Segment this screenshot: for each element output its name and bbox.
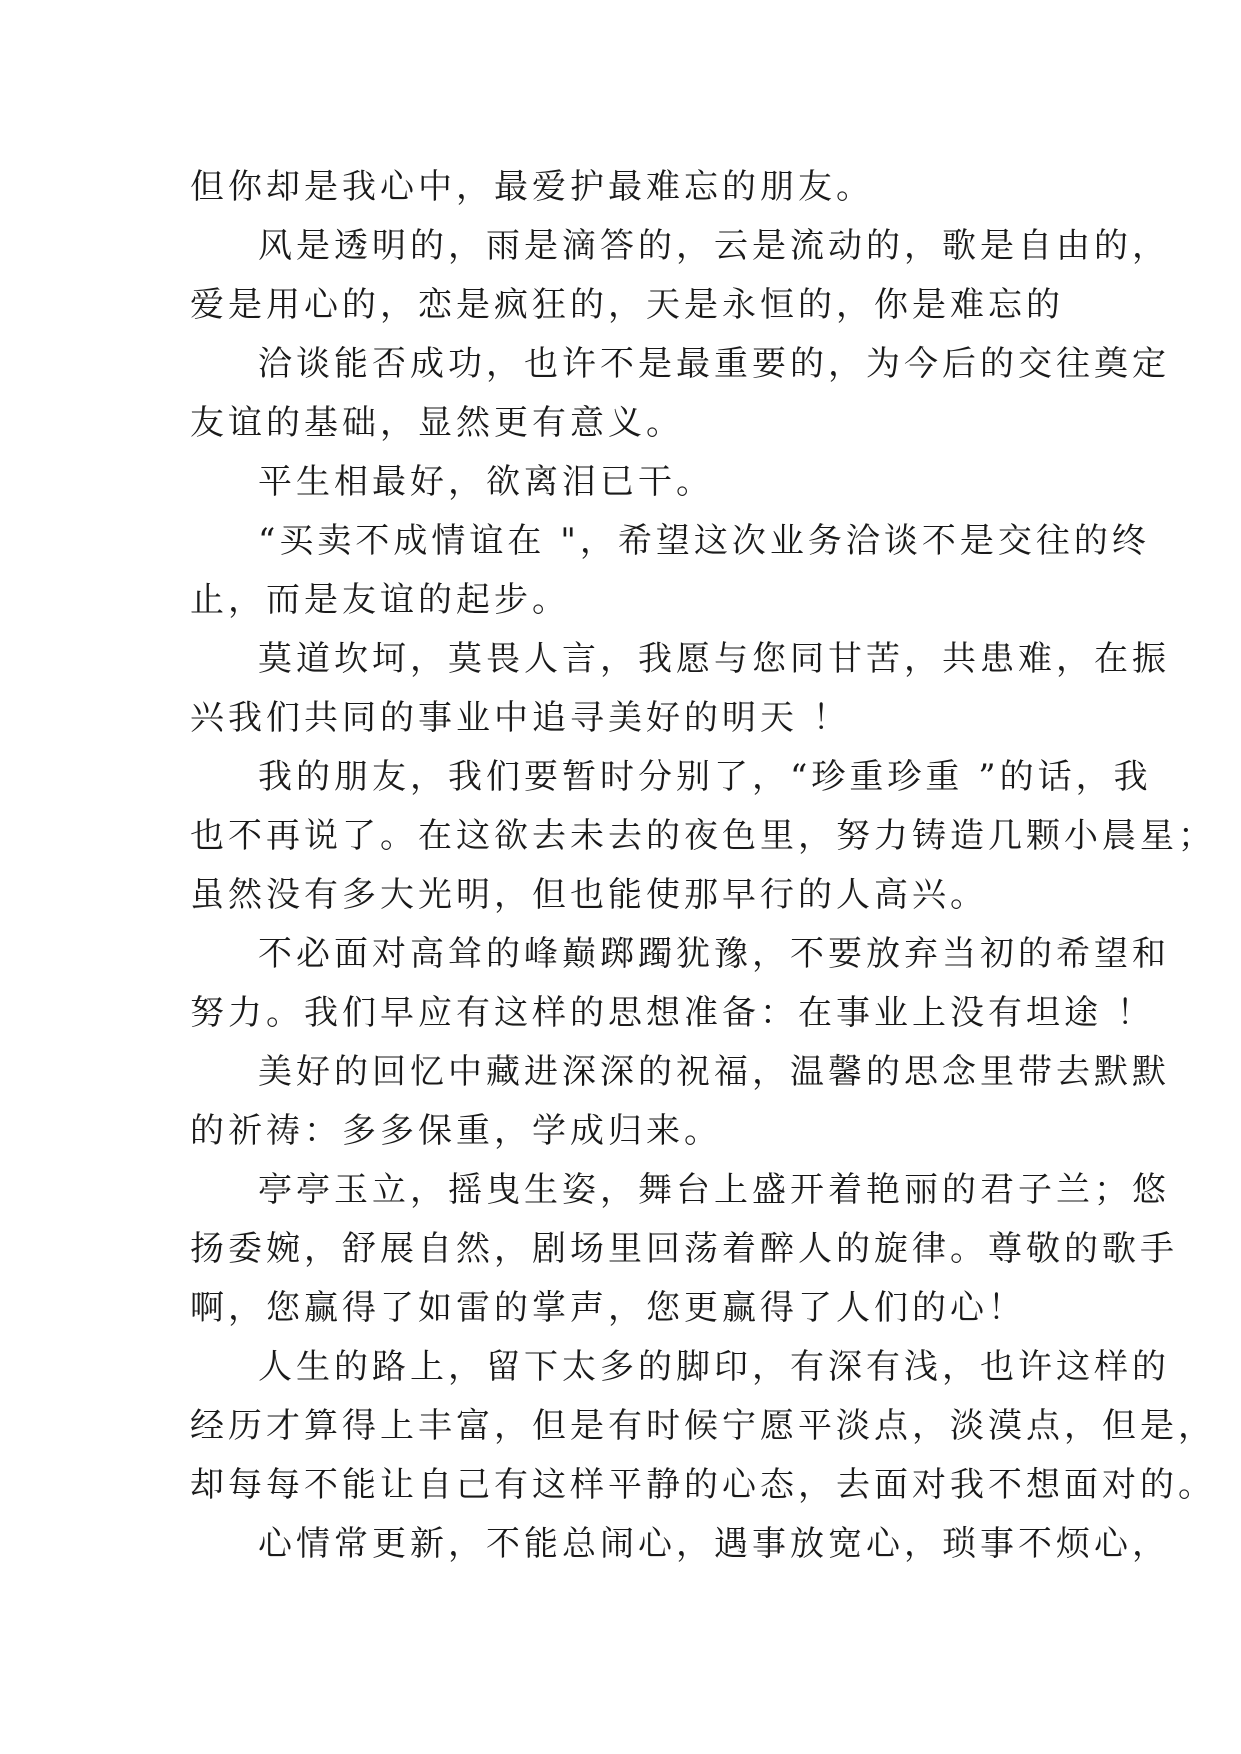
text-line: 兴我们共同的事业中追寻美好的明天 ！ <box>190 698 851 738</box>
paragraph-first-line: 不必面对高耸的峰巅踯躅犹豫，不要放弃当初的希望和 <box>258 934 1170 974</box>
text-line: 却每每不能让自己有这样平静的心态，去面对我不想面对的。 <box>190 1465 1216 1505</box>
text-line: 也不再说了。在这欲去未去的夜色里，努力铸造几颗小晨星； <box>190 816 1216 856</box>
paragraph-first-line: 平生相最好，欲离泪已干。 <box>258 462 714 502</box>
paragraph-first-line: 风是透明的，雨是滴答的，云是流动的，歌是自由的， <box>258 226 1170 266</box>
text-line: 友谊的基础，显然更有意义。 <box>190 403 684 443</box>
text-line: 的祈祷：多多保重，学成归来。 <box>190 1111 722 1151</box>
text-line: 止，而是友谊的起步。 <box>190 580 570 620</box>
text-line: 虽然没有多大光明，但也能使那早行的人高兴。 <box>190 875 988 915</box>
paragraph-first-line: 心情常更新，不能总闹心，遇事放宽心，琐事不烦心， <box>258 1524 1170 1564</box>
text-line: 经历才算得上丰富，但是有时候宁愿平淡点，淡漠点，但是， <box>190 1406 1216 1446</box>
paragraph-first-line: 我的朋友，我们要暂时分别了，“珍重珍重 ”的话，我 <box>258 757 1152 797</box>
paragraph-first-line: 美好的回忆中藏进深深的祝福，温馨的思念里带去默默 <box>258 1052 1170 1092</box>
paragraph-first-line: 洽谈能否成功，也许不是最重要的，为今后的交往奠定 <box>258 344 1170 384</box>
text-line: 啊，您赢得了如雷的掌声，您更赢得了人们的心！ <box>190 1288 1026 1328</box>
body-text <box>190 158 1216 1574</box>
text-line: 扬委婉，舒展自然，剧场里回荡着醉人的旋律。尊敬的歌手 <box>190 1229 1178 1269</box>
text-line: 爱是用心的，恋是疯狂的，天是永恒的，你是难忘的 <box>190 285 1064 325</box>
paragraph-first-line: “买卖不成情谊在 "，希望这次业务洽谈不是交往的终 <box>258 521 1150 561</box>
paragraph-first-line: 亭亭玉立，摇曳生姿，舞台上盛开着艳丽的君子兰；悠 <box>258 1170 1170 1210</box>
text-line: 但你却是我心中，最爱护最难忘的朋友。 <box>190 167 874 207</box>
text-line: 努力。我们早应有这样的思想准备：在事业上没有坦途 ！ <box>190 993 1155 1033</box>
paragraph-first-line: 人生的路上，留下太多的脚印，有深有浅，也许这样的 <box>258 1347 1170 1387</box>
paragraph-first-line: 莫道坎坷，莫畏人言，我愿与您同甘苦，共患难，在振 <box>258 639 1170 679</box>
